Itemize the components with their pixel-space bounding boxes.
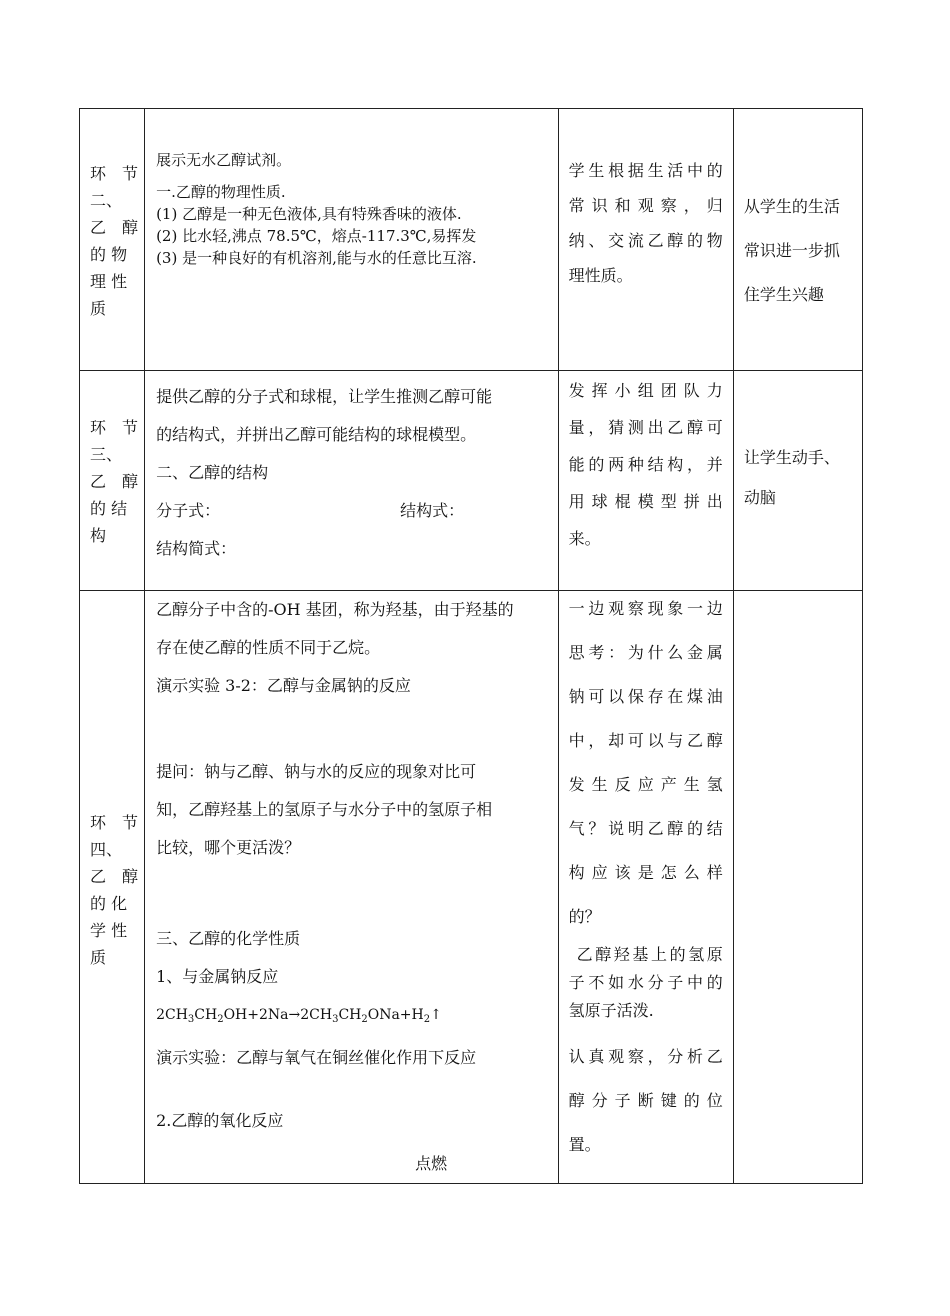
text-line: 提供乙醇的分子式和球棍，让学生推测乙醇可能 bbox=[156, 387, 493, 406]
text-line: 让学生动手、 bbox=[743, 448, 840, 467]
eq-sub: 2 bbox=[423, 1014, 431, 1025]
table-row-stage-3 bbox=[80, 371, 863, 591]
stage-line: 环 节 bbox=[90, 164, 139, 183]
stage-line: 的 化 bbox=[90, 894, 128, 913]
lesson-plan-table bbox=[79, 108, 863, 1184]
formula-line bbox=[156, 492, 558, 530]
text-line: 来。 bbox=[568, 529, 601, 548]
text-line: 从学生的生活 bbox=[743, 197, 840, 216]
teacher-activity-cell bbox=[145, 591, 559, 1184]
design-intent-cell bbox=[733, 371, 862, 591]
text-line: 认真观察，分析乙 bbox=[568, 1047, 723, 1066]
stage-line: 环 节 bbox=[90, 418, 139, 437]
condensed-formula-label: 结构简式： bbox=[156, 539, 237, 558]
eq-part: OH+2Na→2CH bbox=[223, 1007, 333, 1023]
text-line: 能的两种结构，并 bbox=[568, 455, 723, 474]
text-line: 常识进一步抓 bbox=[743, 241, 840, 260]
eq-part: CH bbox=[338, 1007, 362, 1023]
student-activity-cell bbox=[558, 371, 733, 591]
text-line: 的结构式，并拼出乙醇可能结构的球棍模型。 bbox=[156, 425, 477, 444]
stage-line: 二、 bbox=[90, 191, 123, 210]
ignite-label: 点燃 bbox=[415, 1154, 448, 1173]
text-line: 思考：为什么金属 bbox=[568, 643, 723, 662]
text-line: (1) 乙醇是一种无色液体,具有特殊香味的液体. bbox=[156, 205, 462, 223]
stage-line: 四、 bbox=[90, 840, 123, 859]
text-line: 比较，哪个更活泼？ bbox=[156, 838, 301, 857]
text-line: 演示实验：乙醇与氧气在铜丝催化作用下反应 bbox=[156, 1048, 477, 1067]
text-line: 演示实验 3-2：乙醇与金属钠的反应 bbox=[156, 676, 411, 695]
eq-sub: 3 bbox=[187, 1014, 195, 1025]
stage-cell bbox=[80, 109, 145, 371]
eq-part: CH bbox=[194, 1007, 218, 1023]
text-line: 纳、交流乙醇的物 bbox=[568, 231, 723, 250]
student-activity-cell bbox=[558, 109, 733, 371]
text-line: 常识和观察，归 bbox=[568, 196, 723, 215]
stage-line: 的 结 bbox=[90, 499, 128, 518]
stage-cell bbox=[80, 371, 145, 591]
text-line: 量，猜测出乙醇可 bbox=[568, 418, 723, 437]
stage-line: 质 bbox=[90, 948, 107, 967]
stage-line: 质 bbox=[90, 299, 107, 318]
teacher-activity-cell bbox=[145, 109, 559, 371]
text-line: 存在使乙醇的性质不同于乙烷。 bbox=[156, 638, 381, 657]
text-line: 用球棍模型拼出 bbox=[568, 492, 723, 511]
text-line: 发挥小组团队力 bbox=[568, 381, 723, 400]
stage-line: 理 性 bbox=[90, 272, 128, 291]
stage-line: 的 物 bbox=[90, 245, 128, 264]
text-line: 构应该是怎么样 bbox=[568, 863, 723, 882]
reaction-equation bbox=[156, 996, 558, 1039]
teacher-activity-cell bbox=[145, 371, 559, 591]
text-line: 动脑 bbox=[743, 488, 776, 507]
text-line: 一边观察现象一边 bbox=[568, 599, 723, 618]
stage-line: 乙 醇 bbox=[90, 867, 139, 886]
text-line: 气？说明乙醇的结 bbox=[568, 819, 723, 838]
text-line: 展示无水乙醇试剂。 bbox=[156, 151, 292, 169]
text-line: 醇分子断键的位 bbox=[568, 1091, 723, 1110]
text-line: 乙醇羟基上的氢原 bbox=[576, 945, 723, 964]
text-line: 中，却可以与乙醇 bbox=[568, 731, 723, 750]
text-line: 知，乙醇羟基上的氢原子与水分子中的氢原子相 bbox=[156, 800, 493, 819]
eq-sub: 2 bbox=[217, 1014, 224, 1025]
design-intent-cell bbox=[733, 109, 862, 371]
table-row-stage-4 bbox=[80, 591, 863, 1184]
text-line: 理性质。 bbox=[568, 266, 633, 285]
text-line: 提问：钠与乙醇、钠与水的反应的现象对比可 bbox=[156, 762, 477, 781]
stage-line: 构 bbox=[90, 526, 107, 545]
text-line: 1、与金属钠反应 bbox=[156, 967, 279, 986]
text-line: 氢原子活泼. bbox=[568, 1001, 654, 1020]
structural-formula-label: 结构式： bbox=[400, 501, 465, 520]
eq-part: ONa+H bbox=[367, 1007, 424, 1023]
text-line: 置。 bbox=[568, 1135, 601, 1154]
text-line: 子不如水分子中的 bbox=[568, 973, 723, 992]
text-line: 学生根据生活中的 bbox=[568, 161, 723, 180]
eq-part: 2CH bbox=[156, 1007, 188, 1023]
text-line: (3) 是一种良好的有机溶剂,能与水的任意比互溶. bbox=[156, 249, 477, 267]
table-row-stage-2 bbox=[80, 109, 863, 371]
text-line: 的？ bbox=[568, 907, 601, 926]
text-line: 二、乙醇的结构 bbox=[156, 463, 269, 482]
eq-sub: 2 bbox=[361, 1014, 368, 1025]
student-activity-cell bbox=[558, 591, 733, 1184]
section-heading: 三、乙醇的化学性质 bbox=[156, 929, 301, 948]
design-intent-cell bbox=[733, 591, 862, 1184]
text-line: 乙醇分子中含的-OH 基团，称为羟基，由于羟基的 bbox=[156, 600, 514, 619]
stage-line: 乙 醇 bbox=[90, 218, 139, 237]
molecular-formula-label: 分子式： bbox=[156, 501, 221, 520]
stage-line: 学 性 bbox=[90, 921, 128, 940]
up-arrow-icon: ↑ bbox=[430, 1007, 442, 1023]
text-line: 发生反应产生氢 bbox=[568, 775, 723, 794]
text-line: 2.乙醇的氧化反应 bbox=[156, 1111, 284, 1130]
text-line: (2) 比水轻,沸点 78.5℃，熔点-117.3℃,易挥发 bbox=[156, 227, 477, 245]
stage-cell bbox=[80, 591, 145, 1184]
text-line: 住学生兴趣 bbox=[743, 285, 824, 304]
stage-line: 乙 醇 bbox=[90, 472, 139, 491]
eq-sub: 3 bbox=[332, 1014, 339, 1025]
text-line: 一.乙醇的物理性质. bbox=[156, 183, 286, 201]
stage-line: 环 节 bbox=[90, 813, 139, 832]
text-line: 钠可以保存在煤油 bbox=[568, 687, 723, 706]
stage-line: 三、 bbox=[90, 445, 123, 464]
